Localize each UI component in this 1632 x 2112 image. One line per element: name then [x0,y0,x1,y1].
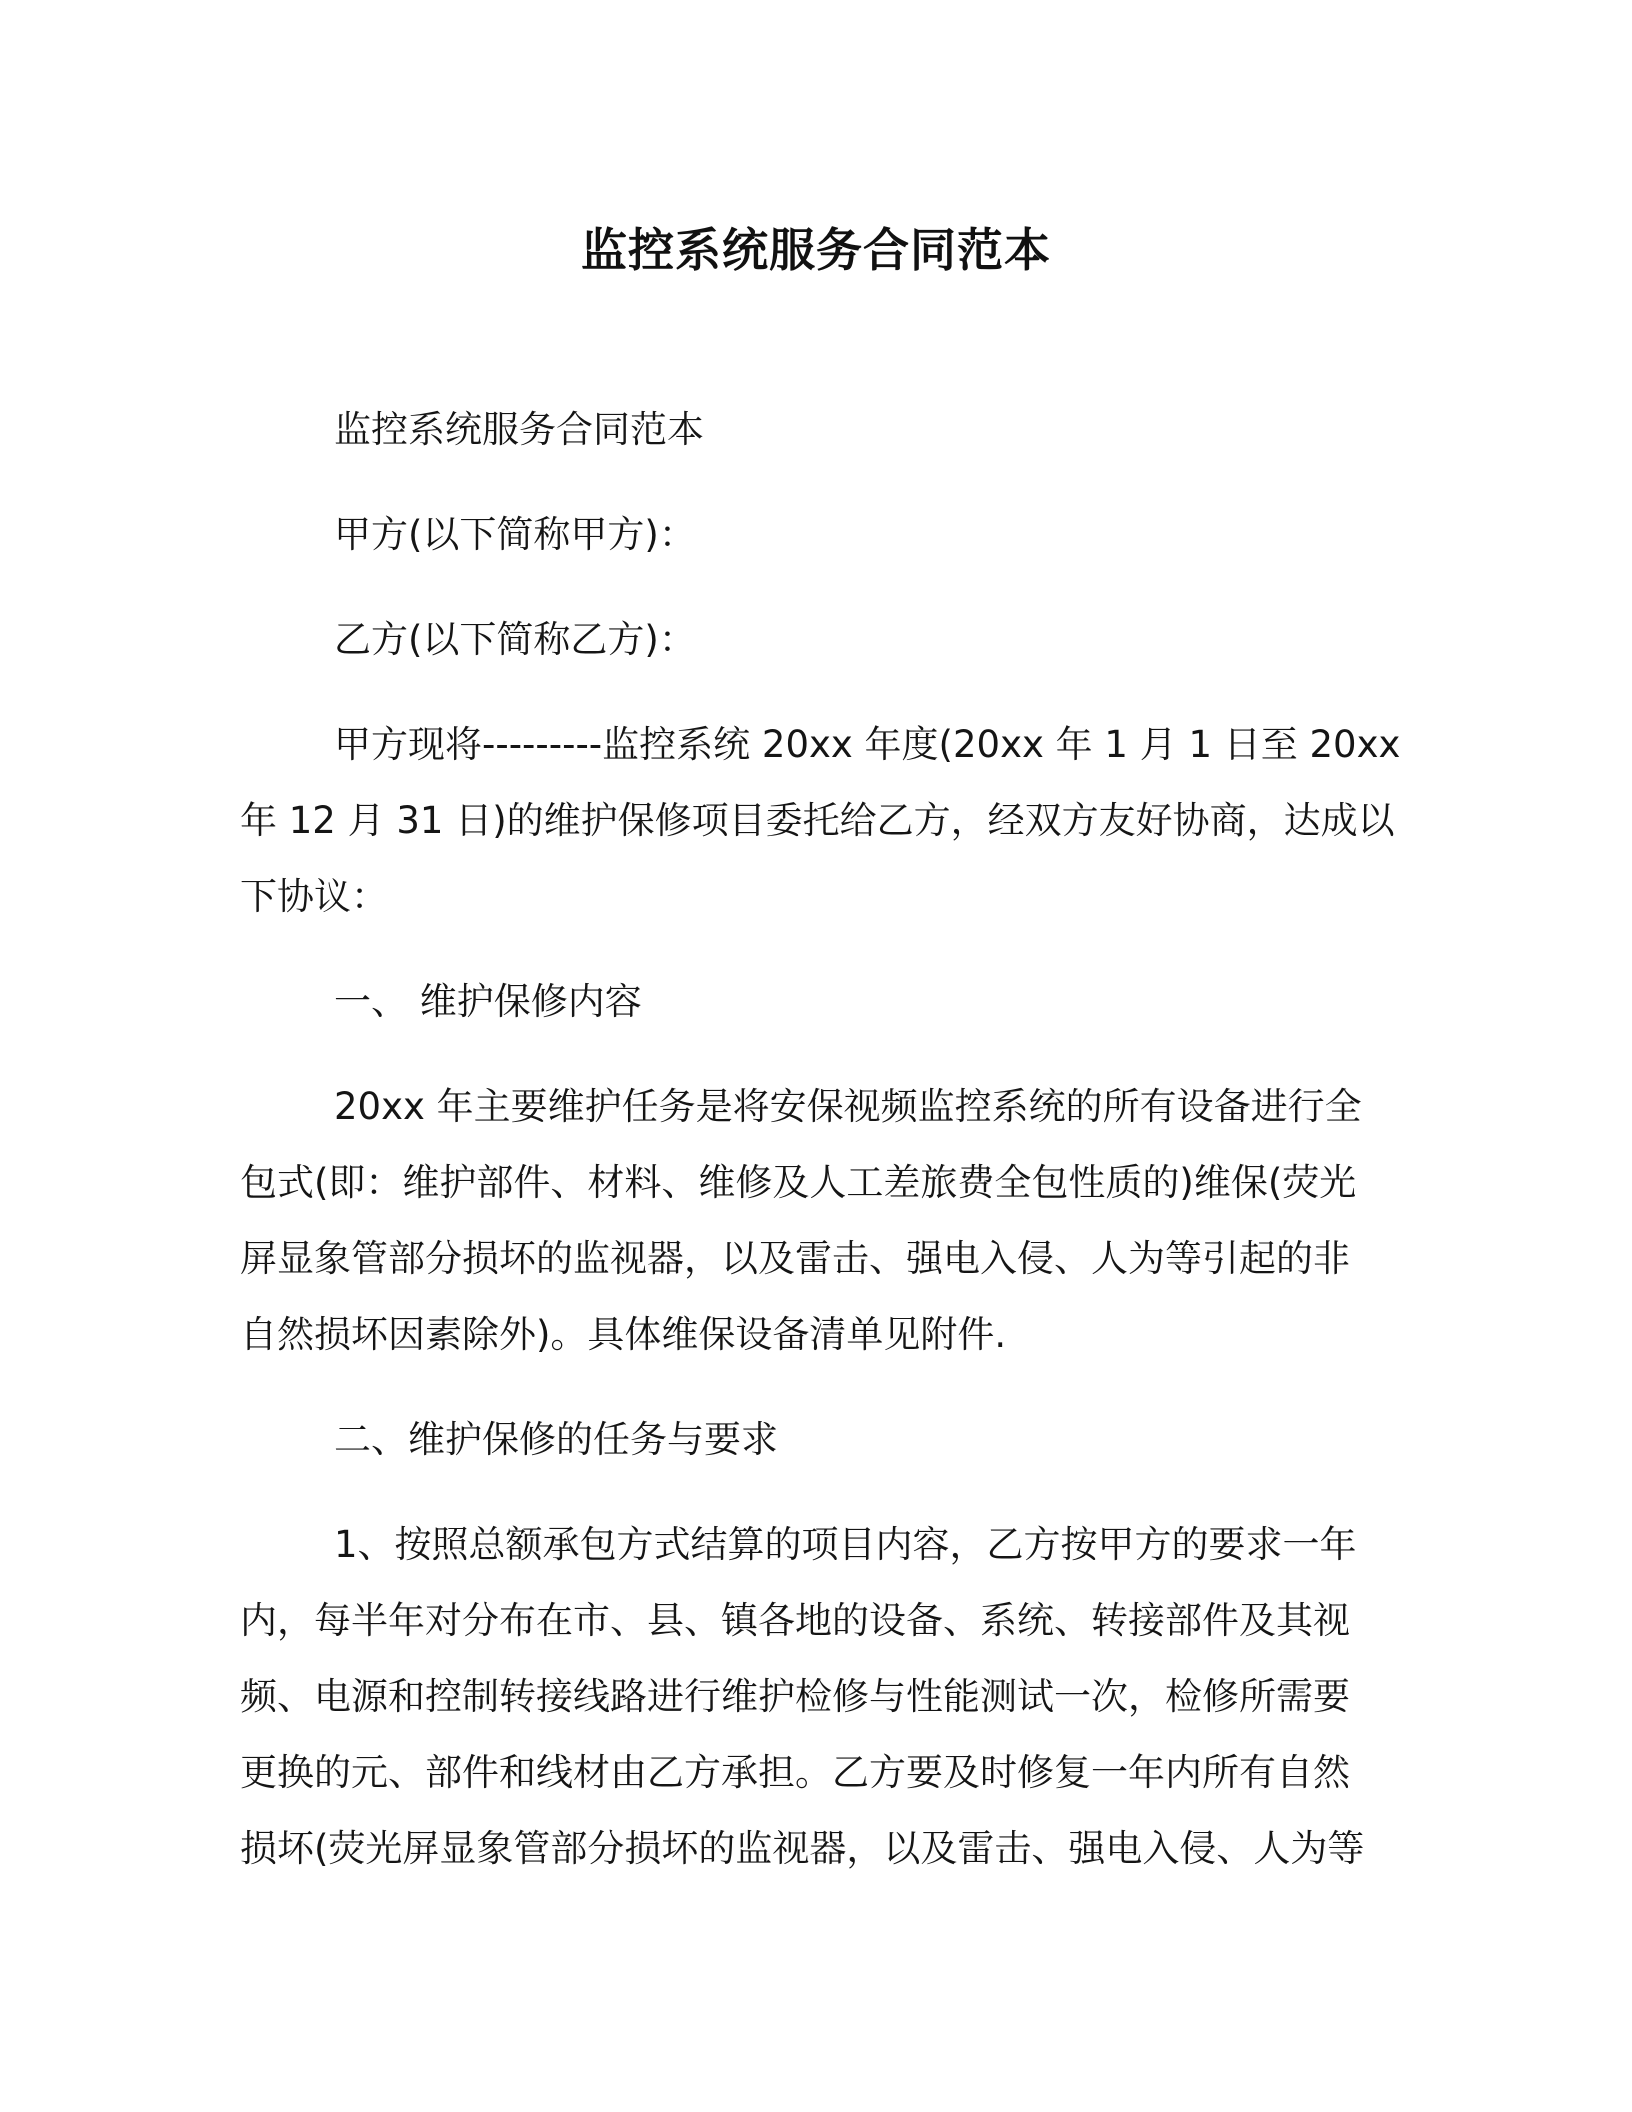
document-title: 监控系统服务合同范本 [581,223,1051,277]
paragraph-line: 20xx 年主要维护任务是将安保视频监控系统的所有设备进行全 [334,1085,1362,1128]
paragraph-line: 内，每半年对分布在市、县、镇各地的设备、系统、转接部件及其视 [240,1599,1350,1642]
paragraph-line: 下协议： [240,875,388,918]
section-heading-line: 二、维护保修的任务与要求 [334,1418,778,1461]
paragraph-line: 屏显象管部分损坏的监视器，以及雷击、强电入侵、人为等引起的非 [240,1237,1350,1280]
paragraph-line: 甲方现将---------监控系统 20xx 年度(20xx 年 1 月 1 日至 20xx [334,723,1401,766]
paragraph-line: 1、按照总额承包方式结算的项目内容，乙方按甲方的要求一年 [334,1523,1357,1566]
paragraph-section-1-body [240,1069,1376,1373]
paragraph-line: 年 12 月 31 日)的维护保修项目委托给乙方，经双方友好协商，达成以 [240,799,1395,842]
paragraph-line: 监控系统服务合同范本 [334,408,704,451]
section-heading-1 [240,964,1376,1040]
paragraph-intro [240,707,1401,935]
paragraph-party-b [240,602,1376,678]
paragraph-subtitle [240,392,1376,468]
paragraph-line: 甲方(以下简称甲方)： [334,513,696,556]
paragraph-line: 更换的元、部件和线材由乙方承担。乙方要及时修复一年内所有自然 [240,1751,1350,1794]
section-heading-line: 一、 维护保修内容 [334,980,642,1023]
section-heading-2 [240,1402,1376,1478]
paragraph-line: 自然损坏因素除外)。具体维保设备清单见附件. [240,1313,1007,1356]
document-body [240,392,1401,1887]
paragraph-line: 乙方(以下简称乙方)： [334,618,696,661]
paragraph-section-2-item-1 [240,1507,1376,1887]
paragraph-line: 包式(即：维护部件、材料、维修及人工差旅费全包性质的)维保(荧光 [240,1161,1357,1204]
paragraph-line: 频、电源和控制转接线路进行维护检修与性能测试一次，检修所需要 [240,1675,1350,1718]
paragraph-line: 损坏(荧光屏显象管部分损坏的监视器，以及雷击、强电入侵、人为等 [240,1827,1365,1870]
paragraph-party-a [240,497,1376,573]
